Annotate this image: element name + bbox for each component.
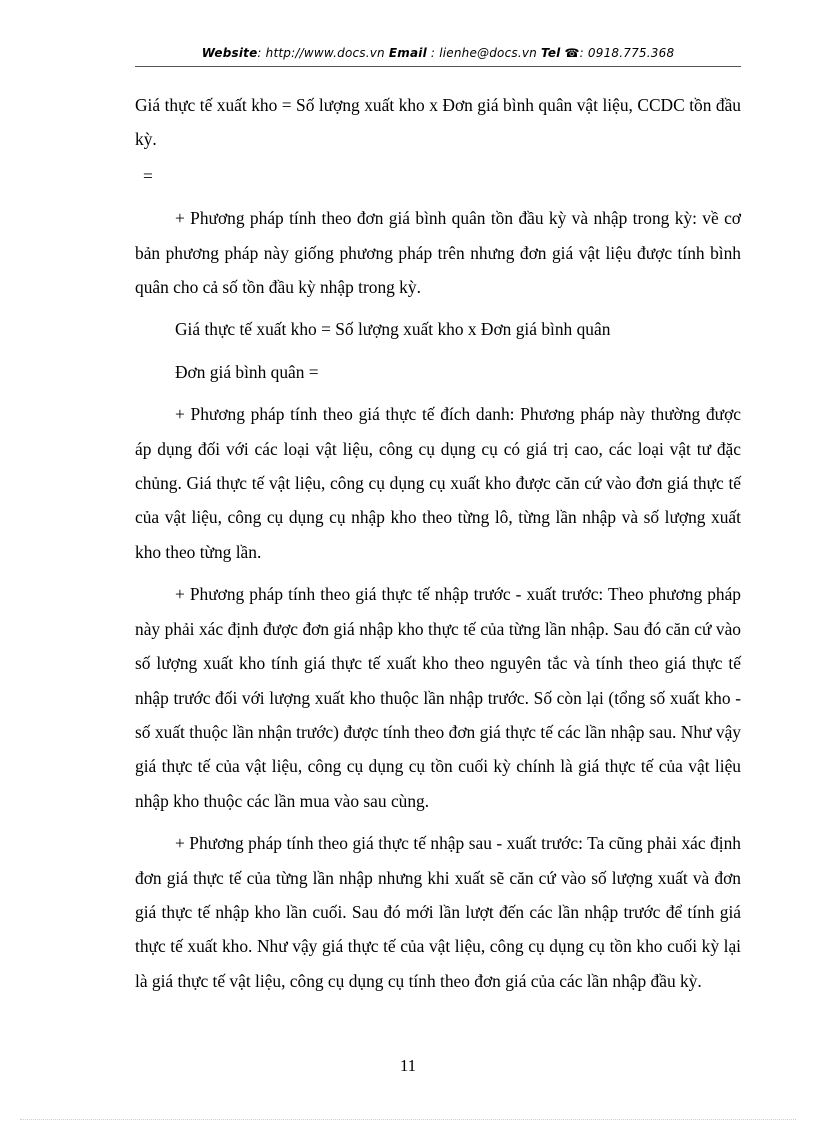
- document-body: [135, 88, 741, 998]
- paragraph-specific-identification: + Phương pháp tính theo giá thực tế đích danh: Phương pháp này thường được áp dụng đối với các loại vật liệu, công cụ dụng cụ có giá trị cao, các loại vật tư đặc chủng. Giá thực tế vật liệu, công cụ dụng cụ xuất kho được căn cứ vào đơn giá thực tế của vật liệu, công cụ dụng cụ nhập kho theo từng lô, từng lần nhập và số lượng xuất kho theo từng lần.: [135, 404, 741, 562]
- phone-icon: ☎: [564, 46, 580, 60]
- page-header: [135, 46, 741, 60]
- email-address: : lienhe@docs.vn: [426, 46, 541, 60]
- footer-divider: [20, 1119, 796, 1120]
- formula-average-unit-price: Đơn giá bình quân =: [175, 361, 319, 382]
- equals-line: =: [143, 165, 153, 186]
- tel-number: : 0918.775.368: [579, 46, 675, 60]
- paragraph-formula-intro: Giá thực tế xuất kho = Số lượng xuất kho x Đơn giá bình quân vật liệu, CCDC tồn đầu kỳ.: [135, 95, 741, 150]
- paragraph-average-method: + Phương pháp tính theo đơn giá bình quân tồn đầu kỳ và nhập trong kỳ: về cơ bản phương pháp này giống phương pháp trên nhưng đơn giá vật liệu được tính bình quân cho cả số tồn đầu kỳ nhập trong kỳ.: [135, 208, 741, 298]
- header-divider: [135, 66, 741, 67]
- page-number: 11: [399, 1056, 417, 1075]
- paragraph-lifo: + Phương pháp tính theo giá thực tế nhập sau - xuất trước: Ta cũng phải xác định đơn giá thực tế của từng lần nhập nhưng khi xuất sẽ căn cứ vào số lượng xuất và đơn giá thực tế nhập kho lần cuối. Sau đó mới lần lượt đến các lần nhập trước để tính giá thực tế xuất kho. Như vậy giá thực tế của vật liệu, công cụ dụng cụ tồn kho cuối kỳ lại là giá thực tế vật liệu, công cụ dụng cụ tính theo đơn giá của các lần nhập đầu kỳ.: [135, 833, 741, 991]
- email-label: Email: [388, 46, 427, 60]
- formula-actual-price: Giá thực tế xuất kho = Số lượng xuất kho x Đơn giá bình quân: [175, 319, 611, 340]
- paragraph-fifo: + Phương pháp tính theo giá thực tế nhập trước - xuất trước: Theo phương pháp này phải xác định được đơn giá nhập kho thực tế của từng lần nhập. Sau đó căn cứ vào số lượng xuất kho tính giá thực tế xuất kho theo nguyên tắc và tính theo giá thực tế nhập trước đối với lượng xuất kho thuộc lần nhập trước. Số còn lại (tổng số xuất kho - số xuất thuộc lần nhận trước) được tính theo đơn giá thực tế các lần nhập sau. Như vậy giá thực tế của vật liệu, công cụ dụng cụ tồn cuối kỳ chính là giá thực tế của vật liệu nhập kho thuộc các lần mua vào sau cùng.: [135, 584, 741, 811]
- website-url: : http://www.docs.vn: [257, 46, 389, 60]
- tel-label: Tel: [540, 46, 561, 60]
- website-label: Website: [201, 46, 258, 60]
